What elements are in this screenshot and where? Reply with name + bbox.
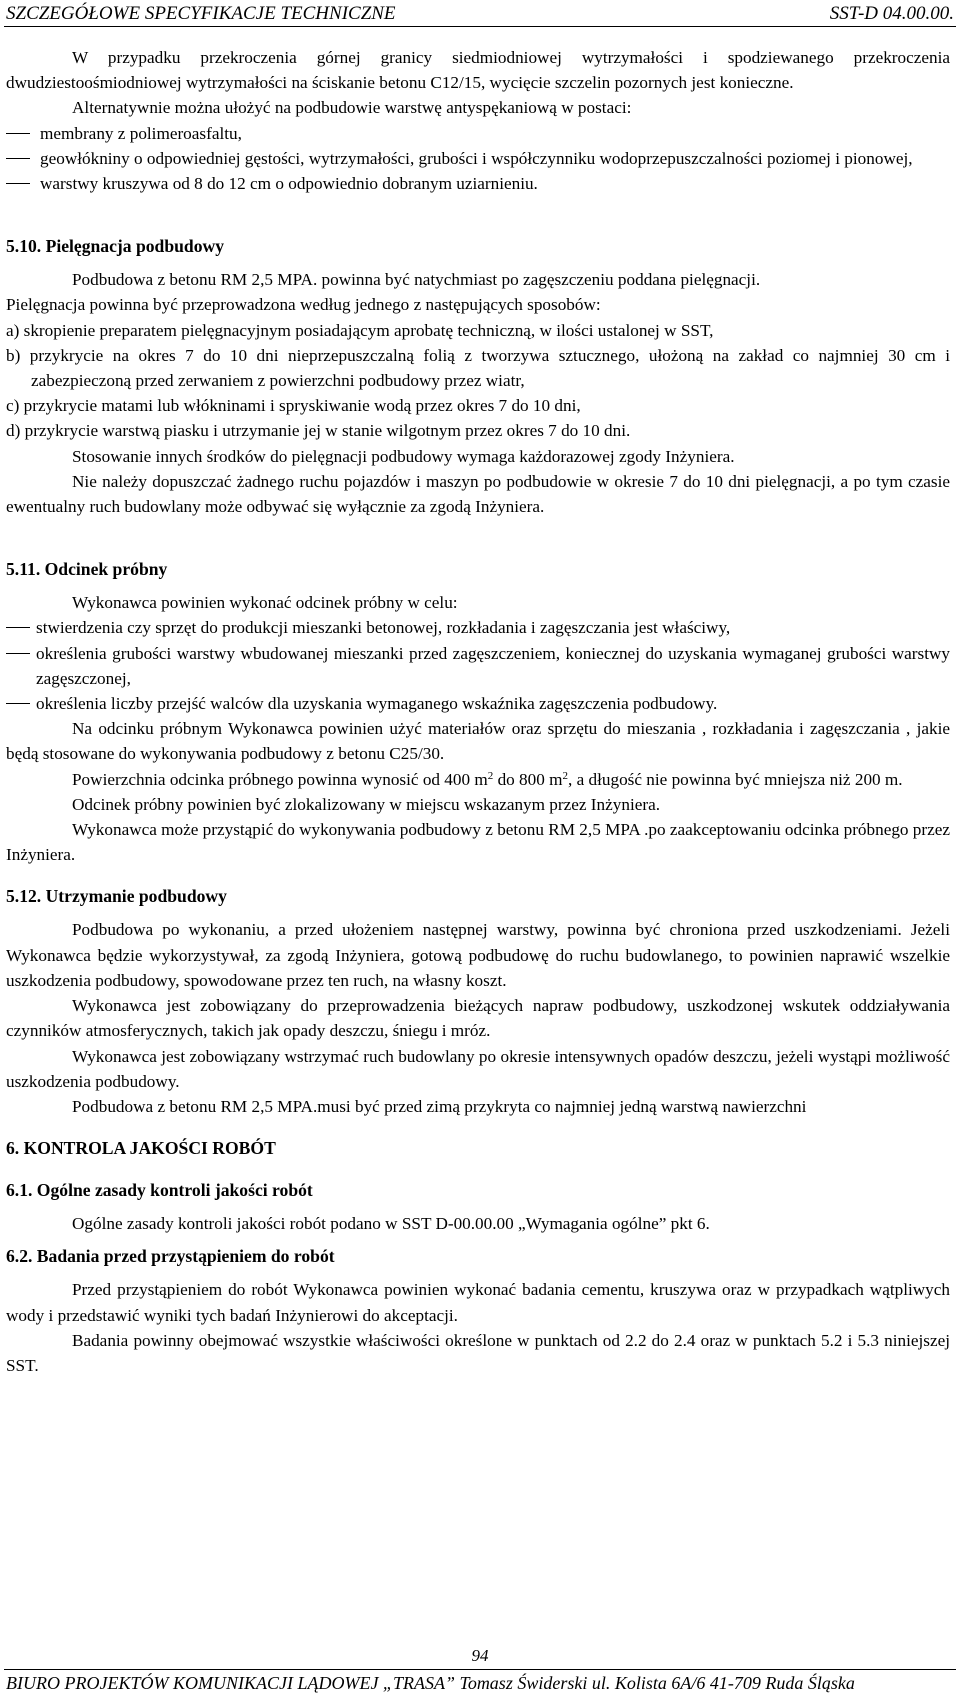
text-run: , a długość nie powinna być mniejsza niż 200 m. [568, 769, 903, 789]
paragraph: Alternatywnie można ułożyć na podbudowie warstwę antyspękaniową w postaci: [72, 98, 632, 118]
list-item: membrany z polimeroasfaltu, [6, 121, 950, 146]
list-item: b) przykrycie na okres 7 do 10 dni nieprzepuszczalną folią z tworzywa sztucznego, ułożoną na zakład co najmniej 30 cm i zabezpieczoną przed zerwaniem z powierzchni podbudowy przez wiatr, [6, 345, 950, 391]
superscript: 2 [487, 769, 494, 782]
page-header [0, 0, 960, 27]
page-footer: BIURO PROJEKTÓW KOMUNIKACJI LĄDOWEJ „TRASA” Tomasz Świderski ul. Kolista 6A/6 41-709 Ruda Śląska [6, 1673, 855, 1693]
paragraph: Nie należy dopuszczać żadnego ruchu pojazdów i maszyn po podbudowie w okresie 7 do 10 dni pielęgnacji, a po tym czasie ewentualny ruch budowlany może odbywać się wyłącznie za zgodą Inżyniera. [6, 471, 950, 517]
section-heading: 5.12. Utrzymanie podbudowy [6, 886, 227, 907]
paragraph: Podbudowa po wykonaniu, a przed ułożeniem następnej warstwy, powinna być chroniona przed uszkodzeniami. Jeżeli Wykonawca będzie wykorzystywał, za zgodą Inżyniera, gotową podbudowę do ruchu budowlanego, to powinien naprawić wszelkie uszkodzenia podbudowy, spowodowane przez ten ruch, na własny koszt. [6, 920, 950, 990]
section-heading: 6.1. Ogólne zasady kontroli jakości robót [6, 1180, 313, 1201]
list-item: określenia grubości warstwy wbudowanej mieszanki przed zagęszczeniem, koniecznej do uzyskania wymaganej grubości warstwy zagęszczonej, [6, 641, 950, 691]
paragraph: Ogólne zasady kontroli jakości robót podano w SST D-00.00.00 „Wymagania ogólne” pkt 6. [72, 1214, 710, 1234]
list-item: c) przykrycie matami lub włókninami i spryskiwanie wodą przez okres 7 do 10 dni, [6, 396, 581, 416]
header-title: SZCZEGÓŁOWE SPECYFIKACJE TECHNICZNE [6, 3, 396, 24]
header-divider [4, 26, 956, 27]
paragraph: Przed przystąpieniem do robót Wykonawca powinien wykonać badania cementu, kruszywa oraz w przypadkach wątpliwych wody i przedstawić wyniki tych badań Inżynierowi do akceptacji. [6, 1280, 950, 1325]
list-item: a) skropienie preparatem pielęgnacyjnym posiadającym aprobatę techniczną, w ilości ustalonej w SST, [6, 320, 714, 340]
list-item: stwierdzenia czy sprzęt do produkcji mieszanki betonowej, rozkładania i zagęszczania jest właściwy, [6, 615, 950, 640]
paragraph: Badania powinny obejmować wszystkie właściwości określone w punktach od 2.2 do 2.4 oraz w punktach 5.2 i 5.3 niniejszej SST. [6, 1330, 950, 1375]
paragraph: Podbudowa z betonu RM 2,5 MPA.musi być przed zimą przykryta co najmniej jedną warstwą nawierzchni [72, 1096, 807, 1116]
superscript: 2 [562, 769, 568, 782]
list-item: określenia liczby przejść walców dla uzyskania wymaganego wskaźnika zagęszczenia podbudowy. [6, 691, 950, 716]
header-document-code: SST-D 04.00.00. [829, 3, 954, 24]
section-heading: 6.2. Badania przed przystąpieniem do robót [6, 1246, 335, 1267]
list-item: warstwy kruszywa od 8 do 12 cm o odpowiednio dobranym uziarnieniu. [6, 171, 950, 196]
paragraph: W przypadku przekroczenia górnej granicy siedmiodniowej wytrzymałości i spodziewanego przekroczenia dwudziestoośmiodniowej wytrzymałości na ściskanie betonu C12/15, wycięcie szczelin pozornych jest konieczne. [6, 48, 950, 93]
paragraph: Wykonawca powinien wykonać odcinek próbny w celu: [72, 593, 458, 613]
list-item: geowłókniny o odpowiedniej gęstości, wytrzymałości, grubości i współczynniku wodoprzepuszczalności poziomej i pionowej, [6, 146, 950, 171]
section-heading: 5.10. Pielęgnacja podbudowy [6, 236, 224, 257]
paragraph: Podbudowa z betonu RM 2,5 MPA. powinna być natychmiast po zagęszczeniu poddana pielęgnacji. [72, 270, 761, 290]
paragraph: Wykonawca jest zobowiązany wstrzymać ruch budowlany po okresie intensywnych opadów deszczu, jeżeli wystąpi możliwość uszkodzenia podbudowy. [6, 1046, 950, 1091]
text-run: Powierzchnia odcinka próbnego powinna wynosić od 400 m [72, 769, 488, 789]
paragraph: Na odcinku próbnym Wykonawca powinien użyć materiałów oraz sprzętu do mieszania , rozkładania i zagęszczania , jakie będą stosowane do wykonywania podbudowy z betonu C25/30. [6, 719, 950, 764]
section-heading: 5.11. Odcinek próbny [6, 559, 168, 580]
paragraph: Wykonawca jest zobowiązany do przeprowadzenia bieżących napraw podbudowy, uszkodzonej wskutek oddziaływania czynników atmosferycznych, takich jak opady deszczu, śniegu i mróz. [6, 996, 950, 1041]
text-run: do 800 m [493, 769, 563, 789]
paragraph: Wykonawca może przystąpić do wykonywania podbudowy z betonu RM 2,5 MPA .po zaakceptowaniu odcinka próbnego przez Inżyniera. [6, 820, 951, 865]
chapter-heading: 6. KONTROLA JAKOŚCI ROBÓT [6, 1138, 276, 1159]
paragraph: Pielęgnacja powinna być przeprowadzona według jednego z następujących sposobów: [6, 295, 601, 315]
list-item: d) przykrycie warstwą piasku i utrzymanie jej w stanie wilgotnym przez okres 7 do 10 dni. [6, 421, 631, 441]
paragraph [6, 767, 950, 792]
paragraph: Odcinek próbny powinien być zlokalizowany w miejscu wskazanym przez Inżyniera. [72, 794, 660, 814]
document-body [6, 45, 950, 1378]
footer-divider [4, 1669, 956, 1670]
paragraph: Stosowanie innych środków do pielęgnacji podbudowy wymaga każdorazowej zgody Inżyniera. [72, 446, 735, 466]
page-number: 94 [471, 1646, 489, 1665]
